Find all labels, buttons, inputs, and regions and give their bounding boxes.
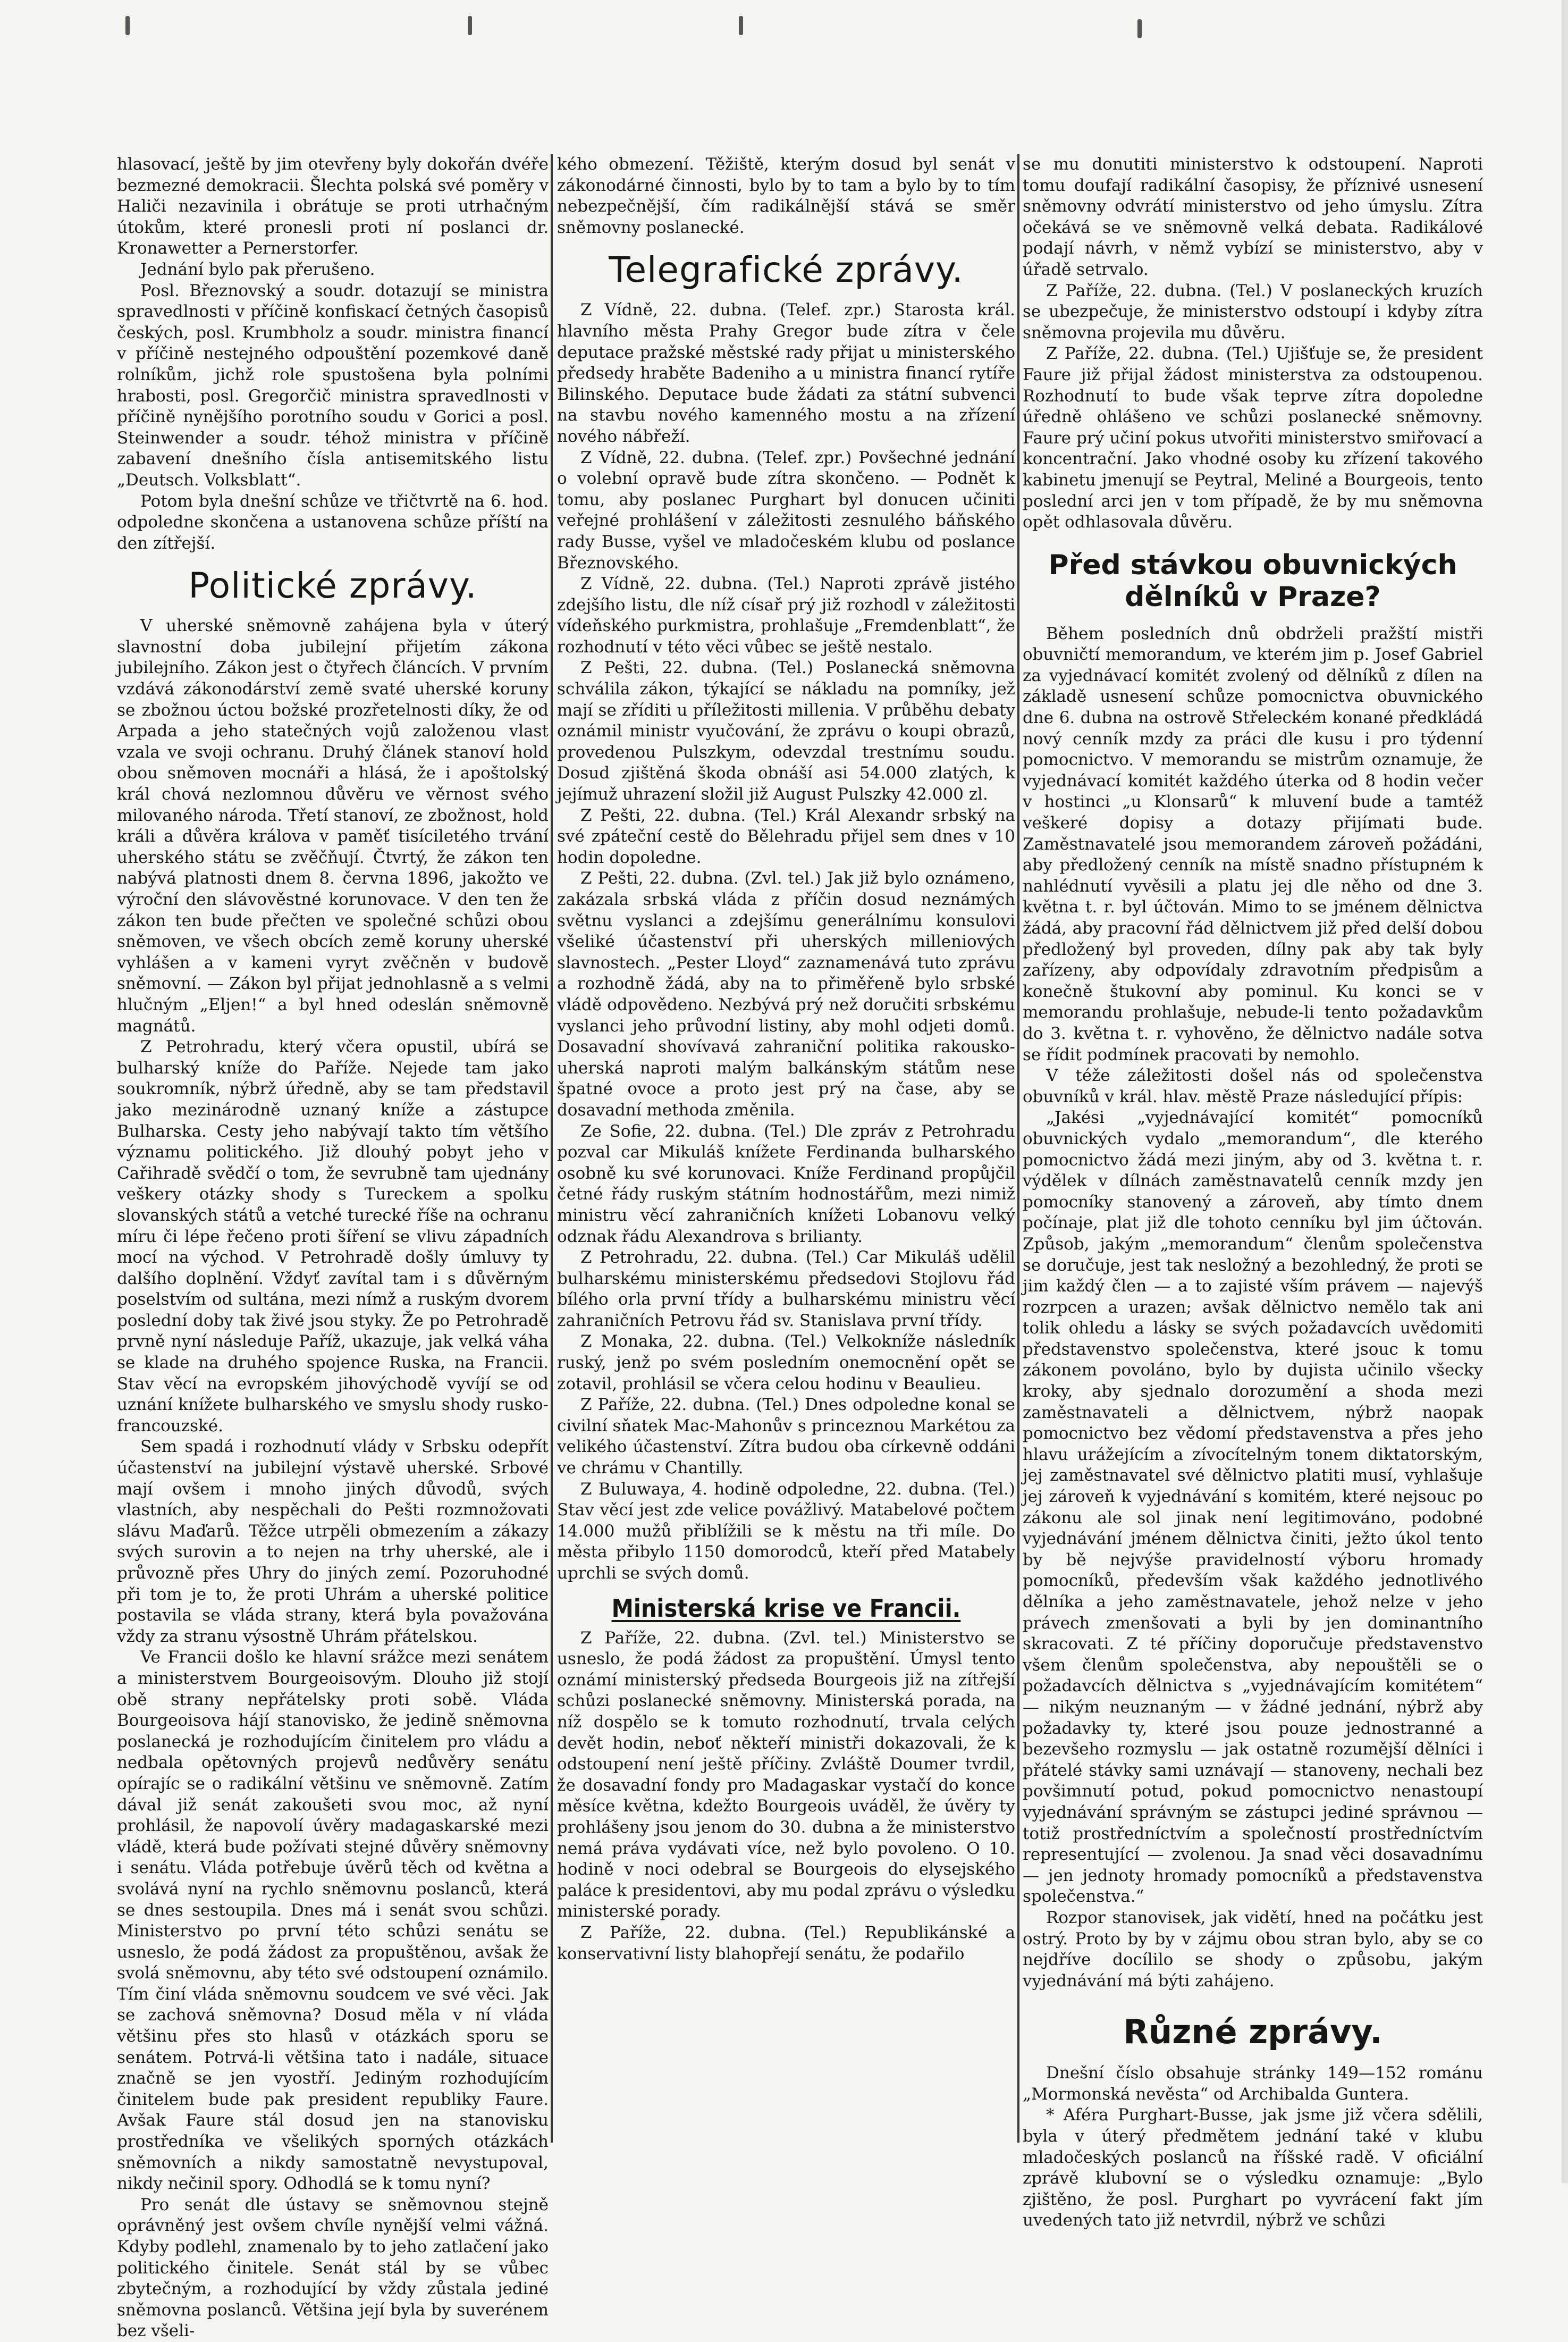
article-paragraph: Z Paříže, 22. dubna. (Zvl. tel.) Ministerstvo se usneslo, že podá žádost za propuštění. Úmysl tento oznámí ministerský předseda Bourgeois již na zítřejší schůzi poslanecké sněmovny. Ministerská porada, na níž dospělo se k tomuto rozhodnutí, trvala celých devět hodin, neboť někteří ministři dokazovali, že k odstoupení není ještě příčiny. Zvláště Doumer tvrdil, že dosavadní fondy pro Madagaskar vystačí do konce měsíce května, kdežto Bourgeois uváděl, že úvěry ty prohlášeny jsou jenom do 30. dubna a že ministerstvo nemá práva vydávati více, než bylo povoleno. O 10. hodině v noci odebral se Bourgeois do elysejského paláce k presidentovi, aby mu podal zprávu o výsledku ministerské porady. [557, 1628, 1015, 1921]
page-edge-mark [1137, 19, 1142, 38]
column-3 [1023, 154, 1483, 2230]
article-paragraph: Z Paříže, 22. dubna. (Tel.) Republikánské a konservativní listy blahopřejí senátu, že podařilo [557, 1923, 1015, 1963]
article-paragraph: * Aféra Purghart-Busse, jak jsme již včera sdělili, byla v úterý předmětem jednání také v klubu mladočeských poslanců na říšské radě. V oficiální zprávě klubovní se o výsledku oznamuje: „Bylo zjištěno, že posl. Purghart po vyvrácení fakt jím uvedených tato již netvrdil, nýbrž ve schůzi [1023, 2105, 1483, 2230]
section-heading-ministerska: Ministerská krise ve Francii. [611, 1593, 961, 1623]
page-right-edge [1562, 0, 1568, 2183]
article-paragraph: Rozpor stanovisek, jak vidětí, hned na počátku jest ostrý. Proto by by v zájmu obou stran bylo, aby se co nejdříve docílilo se shody o způsobu, jakým vyjednávání má býti zahájeno. [1023, 1908, 1483, 1991]
article-paragraph: Z Petrohradu, který včera opustil, ubírá se bulharský kníže do Paříže. Nejede tam jako soukromník, nýbrž úředně, aby se tam představil jako mezinárodně uznaný kníže a zástupce Bulharska. Cesty jeho nabývají takto tím většího významu politického. Již dlouhý pobyt jeho v Cařihradě svědčí o tom, že sevrubně tam ujednány veškery otázky shody s Tureckem a spolku slovanských států a vetché turecké říše na ochranu míru či lépe řečeno proti šíření se vlivu západních mocí na východ. V Petrohradě došly úmluvy ty dalšího doplnění. Vždyť zavítal tam i s důvěrným poselstvím od sultána, mezi nímž a ruským dvorem poslední doby tak živé jsou styky. Že po Petrohradě prvně nyní následuje Paříž, ukazuje, jak velká váha se klade na druhého spojence Ruska, na Francii. Stav věcí na evropském jihovýchodě vyvíjí se od uznání knížete bulharského ve smyslu shody rusko-francouzské. [117, 1037, 549, 1436]
article-paragraph: Z Pešti, 22. dubna. (Zvl. tel.) Jak již bylo oznámeno, zakázala srbská vláda z příčin dosud neznámých světnu vyslanci a zdejšímu generálnímu konsulovi všeliké účastenství při uherských milleniových slavnostech. „Pester Lloyd“ zaznamenává tuto zprávu a rozhodně žádá, aby na to přiměřeně bylo srbské vládě odpovědeno. Nezbývá prý než doručiti srbskému vyslanci jeho průvodní listiny, aby mohl odjeti domů. Dosavadní shovívavá zahraniční politika rakousko-uherská naproti malým balkánským státům nese špatné ovoce a proto jest prý na čase, aby se dosavadní methoda změnila. [557, 869, 1015, 1120]
text-columns [117, 154, 1483, 2341]
article-paragraph: Z Petrohradu, 22. dubna. (Tel.) Car Mikuláš udělil bulharskému ministerskému předsedovi Stojlovu řád bílého orla první třídy a bulharskému ministru věcí zahraničních Petrovu řád sv. Stanislava první třídy. [557, 1248, 1015, 1330]
article-paragraph: Pro senát dle ústavy se sněmovnou stejně oprávněný jest ovšem chvíle nynější velmi vážná. Kdyby podlehl, znamenalo by to jeho zatlačení jako politického činitele. Senát stál by se vůbec zbytečným, a rozhodující by vždy zůstala jediné sněmovna poslanců. Většina její byla by suverénem bez všeli- [117, 2195, 549, 2341]
article-paragraph: Z Vídně, 22. dubna. (Telef. zpr.) Povšechné jednání o volební opravě bude zítra skončeno. — Podnět k tomu, aby poslanec Purghart byl donucen učiniti veřejné prohlášení v záležitosti zesnulého báňského rady Busse, vyšel ve mladočeském klubu od poslance Březnovského. [557, 448, 1015, 573]
article-paragraph: Z Monaka, 22. dubna. (Tel.) Velkokníže následník ruský, jenž po svém posledním onemocnění opět se zotavil, prohlásil se včera celou hodinu v Beaulieu. [557, 1332, 1015, 1394]
column-rule [551, 154, 553, 2143]
article-paragraph: Potom byla dnešní schůze ve třičtvrtě na 6. hod. odpoledne skončena a ustanovena schůze příští na den zítřejší. [117, 491, 549, 553]
section-heading-telegraficke: Telegrafické zprávy. [609, 249, 964, 291]
column-rule [1017, 154, 1019, 2143]
article-paragraph: hlasovací, ještě by jim otevřeny byly dokořán dvéře bezmezné demokracii. Šlechta polská své poměry v Haliči nezavinila i obrátuje se proti utrhačným útokům, které pronesli proti ní poslanci dr. Kronawetter a Pernerstorfer. [117, 155, 549, 258]
article-paragraph: Sem spadá i rozhodnutí vlády v Srbsku odepřít účastenství na jubilejní výstavě uherské. Srbové mají ovšem i mnoho jiných důvodů, svých vlastních, aby nespěchali do Pešti rozmnožovati slávu Maďarů. Těžce utrpěli obmezením a zákazy svých surovin a to nejen na trhy uherské, ale i průvozně přes Uhry do jiných zemí. Pozoruhodné při tom je to, že proti Uhrám a uherské politice postavila se vláda strany, která byla považována vždy za stranu výsostně Uhrám přátelskou. [117, 1437, 549, 1646]
article-paragraph: Dnešní číslo obsahuje stránky 149—152 románu „Mormonská nevěsta“ od Archibalda Guntera. [1023, 2063, 1483, 2104]
article-paragraph: kého obmezení. Těžiště, kterým dosud byl senát v zákonodárné činnosti, bylo by to tam a bylo by to tím nebezpečnější, čím radikálnější stává se směr sněmovny poslanecké. [557, 155, 1015, 237]
article-paragraph: Z Pešti, 22. dubna. (Tel.) Poslanecká sněmovna schválila zákon, týkající se nákladu na pomníky, jež mají se zříditi u příležitosti millenia. V průběhu debaty oznámil ministr vyučování, že zprávu o koupi obrazů, provedenou Pulszkym, odevzdal trestnímu soudu. Dosud zjištěná škoda obnáší asi 54.000 zlatých, k jejímuž uhrazení složil již August Pulszky 42.000 zl. [557, 658, 1015, 804]
section-heading-ruzne: Různé zprávy. [1123, 2012, 1382, 2052]
article-paragraph: Z Paříže, 22. dubna. (Tel.) Ujišťuje se, že president Faure již přijal žádost ministerstva za odstoupenou. Rozhodnutí to bude však teprve zítra dopoledne úředně ohlášeno ve schůzi poslanecké sněmovny. Faure prý učiní pokus utvořiti ministerstvo smiřovací a koncentrační. Jako vhodné osoby ku zřízení takového kabinetu jmenují se Peytral, Meliné a Bourgeois, tento poslední arci jen v tom případě, že by mu sněmovna opět odhlasovala důvěru. [1023, 344, 1483, 532]
page-edge-mark [468, 16, 472, 35]
article-paragraph: „Jakési „vyjednávající komitét“ pomocníků obuvnických vydalo „memorandum“, dle kterého pomocnictvo žádá mezi jiným, aby od 3. května t. r. výdělek v dílnách zaměstnavatelů cenník mzdy jen pomocníky stanovený a zároveň, aby tímto dnem počínaje, plat již dle tohoto cenníku byl jim účtován. Způsob, jakým „memorandum“ členům společenstva se doručuje, jest tak nesložný a bezohledný, že proti se jim každý člen — a to zajisté vším právem — najevýš rozrpcen a urazen; avšak dělnictvo nemělo tak ani tolik ohledu a lásky se svých požadavcích uvědomiti představenstvo společenstva, které jsouc k tomu zákonem povoláno, bylo by dujista učinilo všecky kroky, aby sjednalo dorozumění a shoda mezi zaměstnavateli a dělnictvem, nýbrž naopak pomocnictvo bez vědomí představenstva a přes jeho hlavu urážejícím a zívocítelným tonem diktatorským, jej zaměstnavatel své dělnictvo platiti musí, vyhlašuje jej zároveň k vyjednávání s komitém, které nejsouc po zákonu ale sol jinak není legitimováno, podobné vyjednávání jménem dělnictva činiti, ježto úkol tento by bě nejvýše pravidelností výboru hromady pomocníků, především však každého jednotlivého dělníka a jeho zaměstnavatele, jehož nelze v jeho právech zmenšovati a byli by jen dominantního skracovati. Z té příčiny doporučuje představenstvo všem členům společenstva, aby nepouštěli se o požadavcích dělnictva s „vyjednávajícím komitétem“ — nikým neuznaným — v žádné jednání, nýbrž aby požadavky ty, které jsou pouze jednostranné a bezevšeho rozmyslu — jak ostatně rozumější dělníci i přátelé stávky sami uznávají — stanoveny, nechali bez povšimnutí potud, pokud pomocnictvo nenastoupí vyjednávání správným se zástupci jediné správnou — totiž prostředníctvím a společností prostředníctvím representující — zvolenou. Ja snad věci dosavadnímu — jen jednoty hromady pomocníků a představenstva společenstva.“ [1023, 1108, 1483, 1907]
column-1 [117, 154, 549, 2341]
section-heading-politicke: Politické zprávy. [188, 565, 477, 607]
article-paragraph: Ve Francii došlo ke hlavní srážce mezi senátem a ministerstvem Bourgeoisovým. Dlouho již stojí obě strany nepřátelsky proti sobě. Vláda Bourgeoisova hájí stanovisko, že jedině sněmovna poslanecká je rozhodujícím činitelem pro vládu a nedbala opětovných projevů nedůvěry senátu opírajíc se o radikální většinu ve sněmovně. Zatím dával již senát zakoušeti svou moc, až nyní prohlásil, že napovolí úvěry madagaskarské mezi vládě, která bude požívati stejné důvěry sněmovny i senátu. Vláda potřebuje úvěrů těch od května a svolává nyní na rychlo sněmovnu poslanců, která se dnes sestoupila. Dnes má i senát svou schůzi. Ministerstvo po první této schůzi senátu se usneslo, že podá žádost za propuštěnou, avšak že svolá sněmovnu, aby této své odstoupení oznámilo. Tím činí vláda sněmovnu soudcem ve své věci. Jak se zachová sněmovna? Dosud měla v ní vláda většinu přes sto hlasů v otázkách sporu se senátem. Potrvá-li většina tato i nadále, situace značně se jen vyostří. Jediným rozhodujícím činitelem bude pak president republiky Faure. Avšak Faure stál dosud jen na stanovisku prostředníka ve všelikých sporných otázkách sněmovních a nikdy samostatně nevystupoval, nikdy nečinil spory. Odhodlá se k tomu nyní? [117, 1648, 549, 2194]
article-paragraph: Z Paříže, 22. dubna. (Tel.) V poslaneckých kruzích se ubezpečuje, že ministerstvo odstoupí i kdyby zítra sněmovna projevila mu důvěru. [1023, 281, 1483, 342]
article-paragraph: Během posledních dnů obdrželi pražští mistři obuvničtí memorandum, ve kterém jim p. Josef Gabriel za vyjednávací komitét zvolený od dělníků z dílen na základě usnesení schůze pomocnictva obuvnického dne 6. dubna na ostrově Střeleckém konané předkládá nový cenník mzdy za práci dle kusu i pro týdenní pomocnictvo. V memorandu se mistrům oznamuje, že vyjednávací komitét každého úterka od 8 hodin večer v hostinci „u Klonsarů“ k mluvení bude a tamtéž veškeré dopisy a dotazy přijímati bude. Zaměstnavatelé jsou memorandem zároveň požádáni, aby předložený cenník na místě snadno přístupném k nahlédnutí vyvěsili a platu jej dle něho od dne 3. května t. r. byl účtován. Mimo to se jménem dělnictva žádá, aby pracovní řád dělnictvem již před delší dobou předložený byl proveden, dílny pak aby tak byly zařízeny, aby odpovídaly zdravotním předpisům a konečně štukovní aby pominul. Ku konci se v memorandu prohlašuje, nebude-li tento požadavkům do 3. května t. r. vyhověno, že dělnictvo nadále sotva se řídit podmínek pracovati by nemohlo. [1023, 624, 1483, 1064]
article-paragraph: Jednání bylo pak přerušeno. [140, 259, 375, 279]
article-paragraph: Posl. Březnovský a soudr. dotazují se ministra spravedlnosti v příčině konfiskací četných časopisů českých, posl. Krumbholz a soudr. ministra financí v příčině nestejného odpouštění pozemkové daně rolníkům, jichž role spustošena byla polními hrabosti, posl. Gregorčič ministra spravedlnosti v příčině nynějšího porotního soudu v Gorici a posl. Steinwender a soudr. téhož ministra v příčině zabavení dnešního čísla antisemitského listu „Deutsch. Volksblatt“. [117, 281, 549, 490]
page-edge-mark [739, 16, 743, 35]
article-paragraph: se mu donutiti ministerstvo k odstoupení. Naproti tomu doufají radikální časopisy, že příznivé usnesení sněmovny odvrátí ministerstvo od jeho úmyslu. Zítra očekává se ve sněmovně velká debata. Radikálové podají návrh, v němž vybízí se ministerstvo, aby v úřadě setrvalo. [1023, 155, 1483, 279]
article-paragraph: V uherské sněmovně zahájena byla v úterý slavnostní doba jubilejní přijetím zákona jubilejního. Zákon jest o čtyřech článcích. V prvním vzdává zákonodárství země svaté uherské koruny se zbožnou úctou božské prozřetelnosti díky, že od Arpada a jeho statečných vojů založenou vlast vzala ve svoji ochranu. Druhý článek stanoví hold obou sněmoven mocnáři a hlásá, že i apoštolský král chová nezlomnou důvěru ve věrnost svého milovaného národa. Třetí stanoví, ze zbožnost, hold králi a důvěra králova v paměť tisíciletého trvání uherského státu se zvěčňují. Čtvrtý, že zákon ten nabývá platnosti dnem 8. června 1896, jakožto ve výroční den slávověstné korunovace. V den ten že zákon ten bude přečten ve společné schůzi obou sněmoven, ve všech obcích země koruny uherské vyhlášen a v kameni vyryt zvěčněn v budově sněmovní. — Zákon byl přijat jednohlasně a s velmi hlučným „Eljen!“ a byl hned odeslán sněmovně magnátů. [117, 616, 549, 1036]
page-edge-mark [125, 16, 130, 35]
article-paragraph: V téže záležitosti došel nás od společenstva obuvníků v král. hlav. městě Praze následující přípis: [1023, 1066, 1483, 1106]
article-paragraph: Ze Sofie, 22. dubna. (Tel.) Dle zpráv z Petrohradu pozval car Mikuláš knížete Ferdinanda bulharského osobně ku své korunovaci. Kníže Ferdinand propůjčil četné řády ruským státním hodnostářům, mezi nimiž ministru věcí zahraničních knížeti Lobanovu velký odznak řádu Alexandrova s brilianty. [557, 1121, 1015, 1246]
article-paragraph: Z Vídně, 22. dubna. (Tel.) Naproti zprávě jistého zdejšího listu, dle níž císař prý již rozhodl v záležitosti vídeňského purkmistra, prohlašuje „Fremdenblatt“, že rozhodnutí v této věci vůbec se ještě nestalo. [557, 574, 1015, 657]
column-2 [557, 154, 1015, 2143]
article-paragraph: Z Buluwaya, 4. hodině odpoledne, 22. dubna. (Tel.) Stav věcí jest zde velice povážlivý. Matabelové počtem 14.000 mužů přiblížili se k městu na tři míle. Do města přibylo 1150 domorodců, kteří před Matabely uprchli se svých domů. [557, 1479, 1015, 1583]
section-heading-stavka: Před stávkou obuvnických dělníků v Praze? [1048, 549, 1457, 613]
article-paragraph: Z Vídně, 22. dubna. (Telef. zpr.) Starosta král. hlavního města Prahy Gregor bude zítra v čele deputace pražské městské rady přijat u ministerského předsedy hraběte Badeniho a u ministra financí rytíře Bilinského. Deputace bude žádati za státní subvenci na stavbu nového kamenného mostu a na zřízení nového nábřeží. [557, 300, 1015, 446]
article-paragraph: Z Paříže, 22. dubna. (Tel.) Dnes odpoledne konal se civilní sňatek Mac-Mahonův s princeznou Markétou za velikého účastenství. Zítra budou oba církevně oddáni ve chrámu v Chantilly. [557, 1395, 1015, 1478]
article-paragraph: Z Pešti, 22. dubna. (Tel.) Král Alexandr srbský na své zpáteční cestě do Bělehradu přijel sem dnes v 10 hodin dopoledne. [557, 805, 1015, 867]
